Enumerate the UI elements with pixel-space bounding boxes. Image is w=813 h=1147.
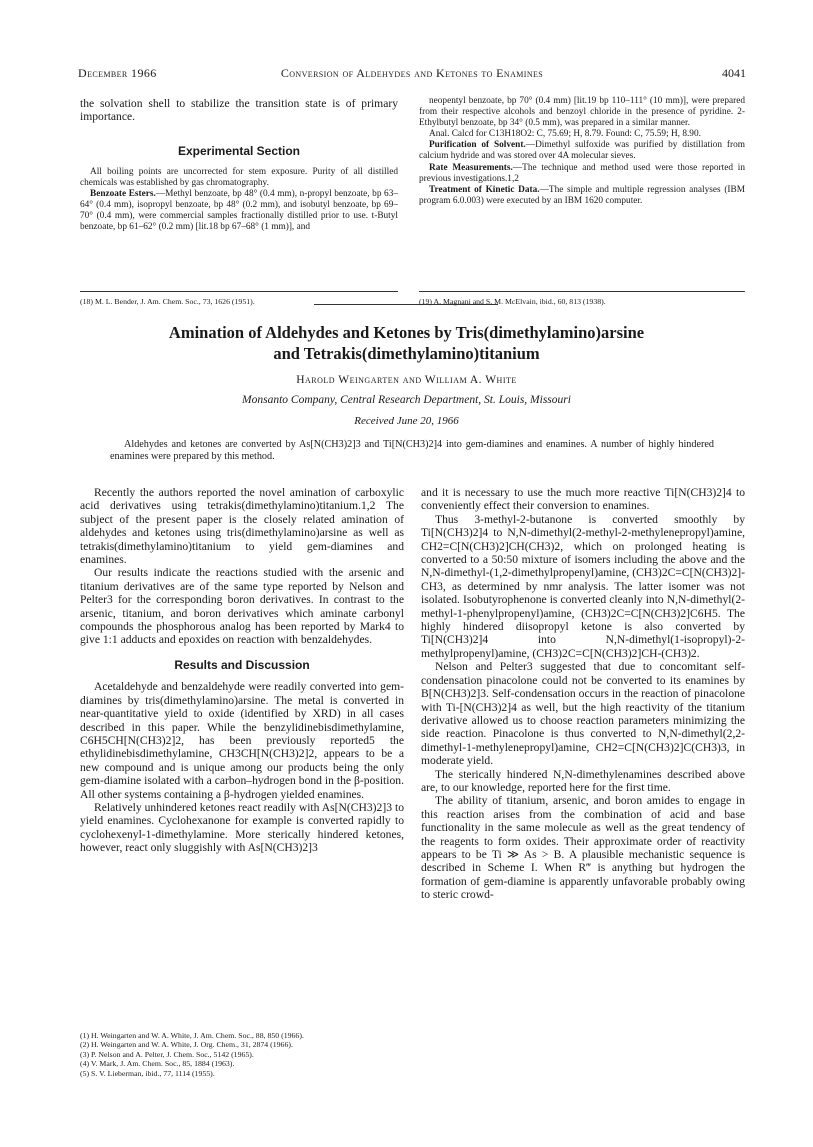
header-title: Conversion of Aldehydes and Ketones to Enamines bbox=[280, 66, 544, 80]
intro-paragraph-1: Recently the authors reported the novel amination of carboxylic acid derivatives using tetrakis(dimethylamino)titanium.1,2 The subject of the present paper is the closely related amination of aldehydes and ketones using tris(dimethylamino)arsine as well as tetrakis(dimethylamino)titanium to yield gem-diamines and enamines. bbox=[80, 486, 404, 567]
analysis-paragraph: Anal. Calcd for C13H18O2: C, 75.69; H, 8.79. Found: C, 75.59; H, 8.90. bbox=[429, 129, 701, 140]
footnote-1: (1) H. Weingarten and W. A. White, J. Am. Chem. Soc., 88, 850 (1966). bbox=[80, 1031, 304, 1040]
experimental-section-heading: Experimental Section bbox=[177, 143, 301, 158]
rate-heading: Rate Measurements. bbox=[429, 162, 513, 173]
body-paragraph-mechanism: The ability of titanium, arsenic, and boron amides to engage in this reaction arises from the combination of acid and base functionality in the same molecule as well as the great tendency of the reagents to form oxides. Their approximate order of reactivity appears to be Ti ≫ As > B. A plausible mechanistic sequence is described in Scheme I. When R‴ is anything but hydrogen the formation of gem-diamine is apparently unfavorable probably owing to steric crowd- bbox=[421, 794, 745, 902]
body-paragraph-continued: and it is necessary to use the much more reactive Ti[N(CH3)2]4 to conveniently effect their conversion to enamines. bbox=[421, 486, 745, 513]
solvent-text: —Dimethyl sulfoxide was purified by distillation from calcium hydride and was stored over 4A molecular sieves. bbox=[419, 140, 745, 162]
abstract bbox=[110, 439, 714, 464]
results-paragraph-2: Relatively unhindered ketones react readily with As[N(CH3)2]3 to yield enamines. Cyclohexanone for example is converted rapidly to cyclohexenyl-1-dimethylamine. More sterically hindered ketones, however, react only sluggishly with As[N(CH3)2]3 bbox=[80, 800, 404, 855]
kinetic-paragraph bbox=[419, 185, 745, 207]
footnote-2: (2) H. Weingarten and W. A. White, J. Org. Chem., 31, 2874 (1966). bbox=[80, 1040, 293, 1050]
header-date: December 1966 bbox=[78, 66, 157, 80]
rate-paragraph bbox=[419, 163, 745, 185]
body-column-right bbox=[421, 486, 745, 902]
results-paragraph-1: Acetaldehyde and benzaldehyde were readily converted into gem-diamines by tris(dimethylamino)arsine. The metal is converted in near-quantitative yield to oxide (identified by XRD) in all cases described in this paper. While the benzylidinebisdimethylamine, C6H5CH[N(CH3)2]2, has been previously reported5 the ethylidinebisdimethylamine, CH3CH[N(CH3)2]2, appears to be a new compound and is unique among our products being the only gem-diamine isolated with a carbon–hydrogen bond in the β-position. All other systems containing a β-hydrogen yielded enamines. bbox=[80, 680, 404, 801]
footnote-18-text: (18) M. L. Bender, J. Am. Chem. Soc., 73, 1626 (1951). bbox=[80, 297, 255, 306]
intro-paragraph-2: Our results indicate the reactions studied with the arsenic and titanium derivatives are of the same type reported by Nelson and Pelter3 for the corresponding boron derivatives. In contrast to the arsenic, titanium, and boron derivatives which aminate carbonyl compounds the phosphorous analog has been reported by Mark4 to give 1:1 adducts and epoxides on reaction with benzaldehydes. bbox=[80, 566, 404, 647]
body-paragraph-butanone: Thus 3-methyl-2-butanone is converted smoothly by Ti[N(CH3)2]4 to N,N-dimethyl(2-methyl-2-methylenepropyl)amine, CH2=C[N(CH3)2]CH(CH3)2, which on prolonged heating is converted to a 50:50 mixture of isomers including the above and the N,N-dimethyl-(1,2-dimethylpropenyl)amine, (CH3)2C=C[N(CH3)2]-CH3, as determined by nmr analysis. The latter isomer was not isolated. Isobutyrophenone is converted cleanly into N,N-dimethyl(2-methyl-1-phenylpropenyl)amine, (CH3)2C=C[N(CH3)2]C6H5. The highly hindered diisopropyl ketone is also converted by Ti[N(CH3)2]4 into N,N-dimethyl(1-isopropyl)-2-methylpropenyl)amine, (CH3)2C=C[N(CH3)2]CH-(CH3)2. bbox=[421, 512, 746, 660]
benzoate-esters-text: —Methyl benzoate, bp 48° (0.4 mm), n-propyl benzoate, bp 63–64° (0.4 mm), isopropyl benzoate, bp 48° (0.2 mm), and isobutyl benzoate, bp 69–70° (0.4 mm), were commercial samples fractionally distilled prior to use. t-Butyl benzoate, bp 61–62° (0.2 mm) [lit.18 bp 67–68° (1 mm)], and bbox=[80, 189, 398, 233]
solvent-paragraph bbox=[419, 140, 745, 162]
rate-text: —The technique and method used were those reported in previous investigations.1,2 bbox=[419, 162, 745, 184]
article-authors: Harold Weingarten and William A. White bbox=[296, 374, 517, 386]
results-section-heading: Results and Discussion bbox=[174, 657, 310, 672]
experimental-paragraph: All boiling points are uncorrected for stem exposure. Purity of all distilled chemicals was established by gas chromatography. bbox=[80, 166, 398, 188]
neopentyl-paragraph: neopentyl benzoate, bp 70° (0.4 mm) [lit.19 bp 110–111° (10 mm)], were prepared from their respective alcohols and benzoyl chloride in the presence of pyridine. 2-Ethylbutyl benzoate, bp 34° (0.5 mm), was prepared in a similar manner. bbox=[419, 96, 745, 129]
previous-article-closing-paragraph: the solvation shell to stabilize the transition state is of primary importance. bbox=[80, 97, 398, 124]
footnote-rule-right bbox=[419, 291, 745, 292]
footnote-4: (4) V. Mark, J. Am. Chem. Soc., 85, 1884 (1963). bbox=[80, 1059, 235, 1069]
footnote-5: (5) S. V. Lieberman, ibid., 77, 1114 (1955). bbox=[80, 1068, 215, 1078]
article-separator-rule bbox=[314, 304, 498, 305]
page-number: 4041 bbox=[722, 66, 746, 80]
footnote-3: (3) P. Nelson and A. Pelter, J. Chem. Soc., 5142 (1965). bbox=[80, 1049, 254, 1059]
abstract-text: Aldehydes and ketones are converted by As[N(CH3)2]3 and Ti[N(CH3)2]4 into gem-diamines and enamines. A number of highly hindered enamines were prepared by this method. bbox=[110, 439, 714, 463]
body-paragraph-hindered: The sterically hindered N,N-dimethylenamines described above are, to our knowledge, reported here for the first time. bbox=[421, 767, 745, 794]
kinetic-text: —The simple and multiple regression analyses (IBM program 6.0.003) were executed by an IBM 1620 computer. bbox=[419, 184, 745, 206]
body-paragraph-pinacolone: Nelson and Pelter3 suggested that due to concomitant self-condensation pinacolone could not be converted to its enamines by B[N(CH3)2]3. Self-condensation occurs in the reaction of pinacolone with Ti-[N(CH3)2]4 as well, but the high reactivity of the titanium derivative allowed us to choose reaction parameters minimizing the side reaction. Pinacolone is thus converted to N,N-dimethyl(2,2-dimethyl-1-methylenepropyl)amine, CH2=C[N(CH3)2]C(CH3)3, in moderate yield. bbox=[421, 660, 745, 768]
benzoate-esters-heading: Benzoate Esters. bbox=[90, 189, 156, 199]
article-title-line-1: Amination of Aldehydes and Ketones by Tris(dimethylamino)arsine bbox=[168, 323, 645, 342]
solvent-heading: Purification of Solvent. bbox=[429, 140, 526, 151]
running-header bbox=[78, 66, 746, 82]
kinetic-heading: Treatment of Kinetic Data. bbox=[429, 184, 540, 195]
body-column-left bbox=[80, 486, 404, 855]
benzoate-esters-paragraph bbox=[80, 189, 398, 233]
previous-article-column-right bbox=[419, 96, 745, 207]
article-affiliation: Monsanto Company, Central Research Department, St. Louis, Missouri bbox=[242, 394, 571, 406]
footnotes-body bbox=[80, 1031, 404, 1078]
footnote-19-text: (19) A. Magnani and S. M. McElvain, ibid., 60, 813 (1938). bbox=[419, 297, 606, 306]
received-date: Received June 20, 1966 bbox=[354, 415, 459, 427]
footnote-rule-left bbox=[80, 291, 398, 292]
previous-article-column-left bbox=[80, 97, 398, 233]
article-title-line-2: and Tetrakis(dimethylamino)titanium bbox=[273, 344, 540, 363]
article-title bbox=[70, 322, 743, 364]
